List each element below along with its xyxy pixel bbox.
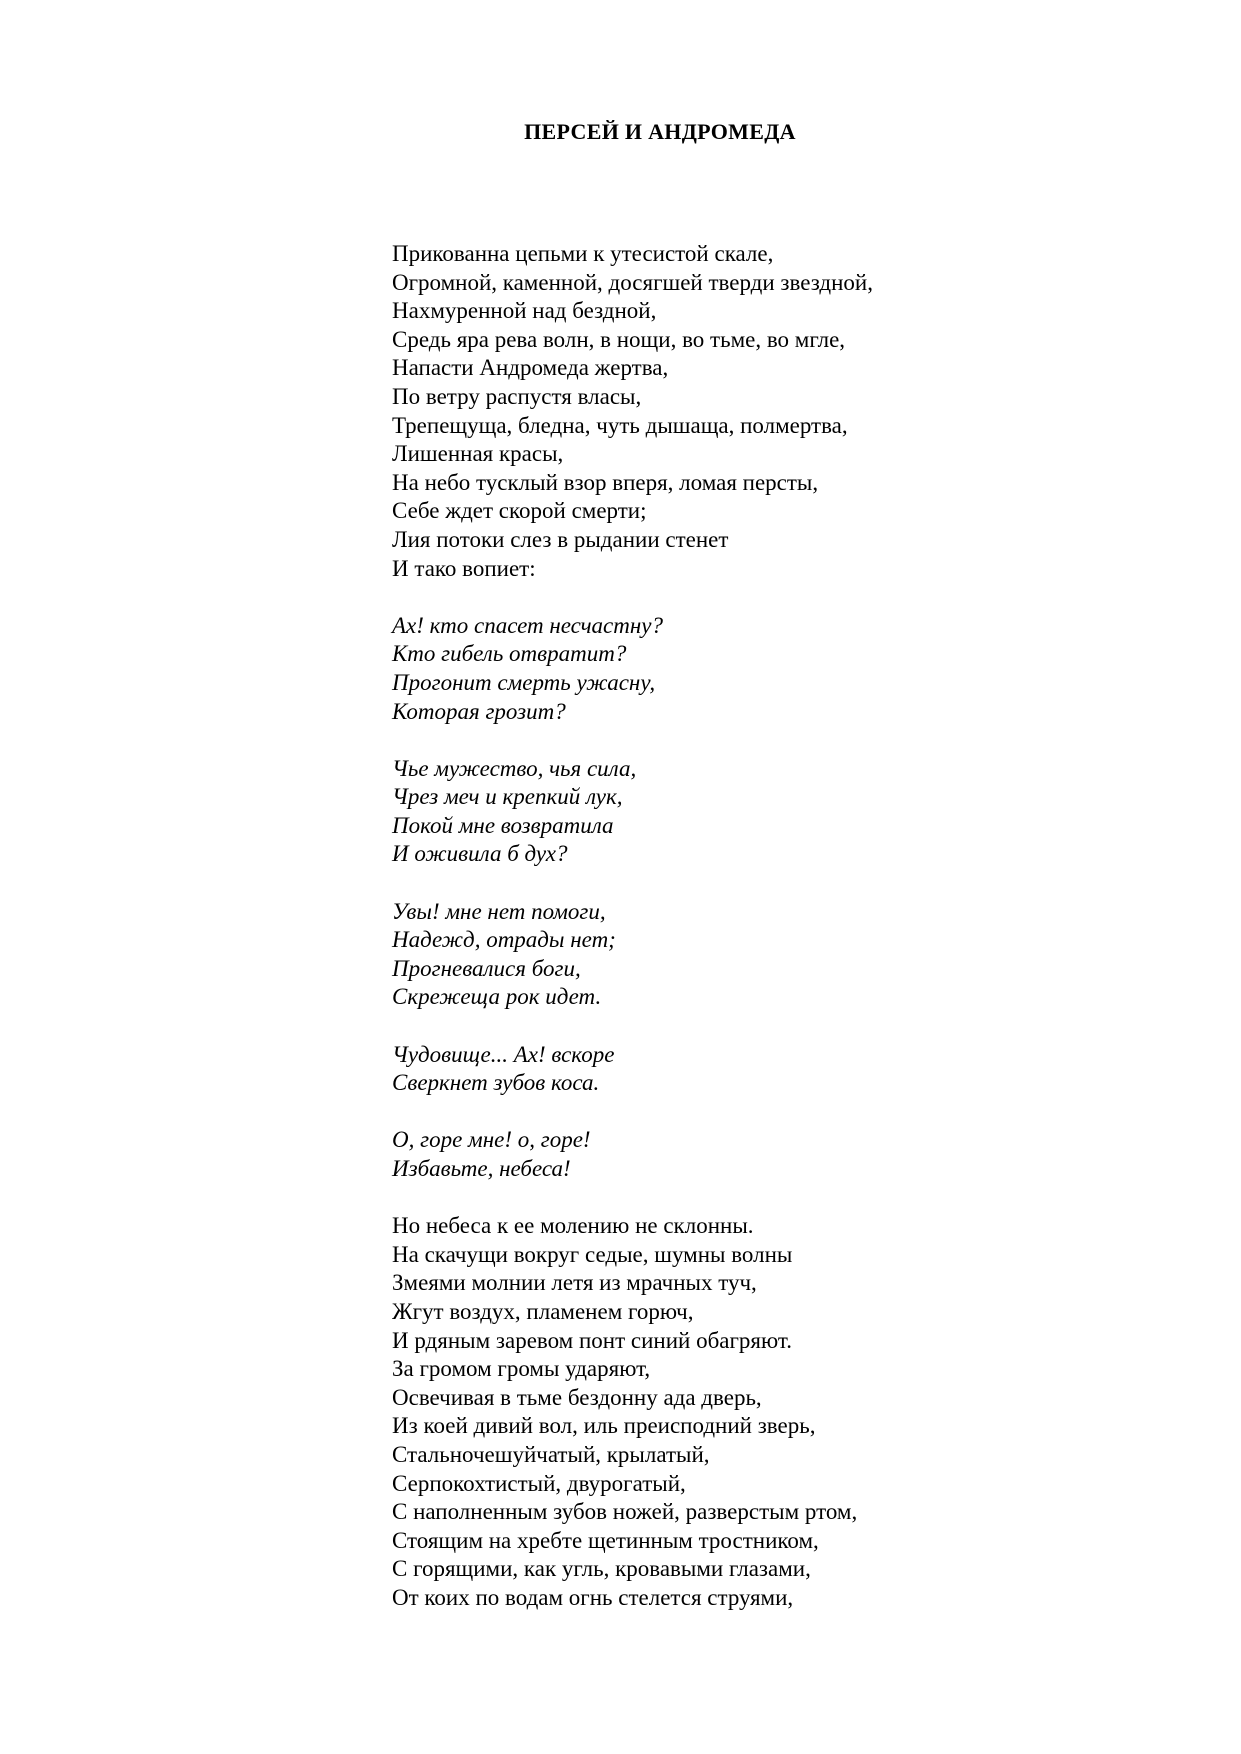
stanza: [392, 1212, 873, 1612]
poem-line: Из коей дивий вол, иль преисподний зверь,: [392, 1413, 816, 1439]
poem-line: И рдяным заревом понт синий обагряют.: [392, 1327, 792, 1353]
poem-line: Прогневалися боги,: [392, 955, 581, 981]
poem-line: Избавьте, небеса!: [392, 1156, 571, 1181]
poem-line: Ах! кто спасет несчастну?: [392, 612, 663, 638]
poem-line: Но небеса к ее молению не склонны.: [392, 1213, 754, 1239]
stanza-lament: [392, 1041, 873, 1098]
poem-line: Надежд, отрады нет;: [392, 927, 616, 953]
poem-line: Прикованна цепьми к утесистой скале,: [392, 241, 774, 266]
poem-line: И тако вопиет:: [392, 555, 536, 581]
stanza-lament: [392, 898, 873, 1012]
poem-line: Стальночешуйчатый, крылатый,: [392, 1441, 710, 1467]
poem-line: С горящими, как угль, кровавыми глазами,: [392, 1556, 811, 1582]
poem-line: Напасти Андромеда жертва,: [392, 355, 669, 381]
poem-title: ПЕРСЕЙ И АНДРОМЕДА: [524, 119, 796, 144]
poem-line: Средь яра рева волн, в нощи, во тьме, во мгле,: [392, 326, 846, 352]
stanza-lament: [392, 1126, 873, 1183]
poem-line: На небо тусклый взор вперя, ломая персты,: [392, 469, 819, 495]
poem-line: Чье мужество, чья сила,: [392, 755, 637, 781]
poem-line: Лия потоки слез в рыдании стенет: [392, 526, 729, 552]
poem-line: О, горе мне! о, горе!: [392, 1127, 591, 1153]
poem-line: По ветру распустя власы,: [392, 383, 642, 409]
poem-line: Нахмуренной над бездной,: [392, 298, 657, 324]
poem-line: Прогонит смерть ужасну,: [392, 669, 656, 695]
poem-line: И оживила б дух?: [392, 841, 568, 867]
poem-line: На скачущи вокруг седые, шумны волны: [392, 1241, 793, 1267]
poem-line: Которая грозит?: [392, 698, 566, 724]
poem-line: Себе ждет скорой смерти;: [392, 498, 647, 524]
poem-line: Покой мне возвратила: [392, 812, 614, 838]
stanza-lament: [392, 755, 873, 869]
poem-line: Увы! мне нет помоги,: [392, 898, 606, 924]
poem-line: Кто гибель отвратит?: [392, 641, 627, 667]
poem-line: С наполненным зубов ножей, разверстым ртом,: [392, 1499, 858, 1525]
poem-line: Жгут воздух, пламенем горюч,: [392, 1298, 694, 1324]
poem-line: Чрез меч и крепкий лук,: [392, 784, 623, 810]
poem-line: От коих по водам огнь стелется струями,: [392, 1584, 794, 1610]
poem-line: Лишенная красы,: [392, 441, 564, 467]
poem-line: Сверкнет зубов коса.: [392, 1070, 600, 1096]
poem-line: Огромной, каменной, досягшей тверди звездной,: [392, 269, 873, 295]
poem-line: Чудовище... Ах! вскоре: [392, 1041, 615, 1067]
poem-line: Стоящим на хребте щетинным тростником,: [392, 1527, 819, 1553]
poem-line: Серпокохтистый, двурогатый,: [392, 1470, 686, 1496]
stanza: [392, 240, 873, 583]
poem-body: [392, 240, 873, 1641]
poem-line: Освечивая в тьме бездонну ада дверь,: [392, 1384, 762, 1410]
poem-line: Трепещуща, бледна, чуть дышаща, полмертва,: [392, 412, 848, 438]
poem-line: Змеями молнии летя из мрачных туч,: [392, 1270, 757, 1296]
stanza-lament: [392, 612, 873, 726]
poem-line: Скрежеща рок идет.: [392, 984, 602, 1010]
poem-line: За громом громы ударяют,: [392, 1356, 651, 1382]
